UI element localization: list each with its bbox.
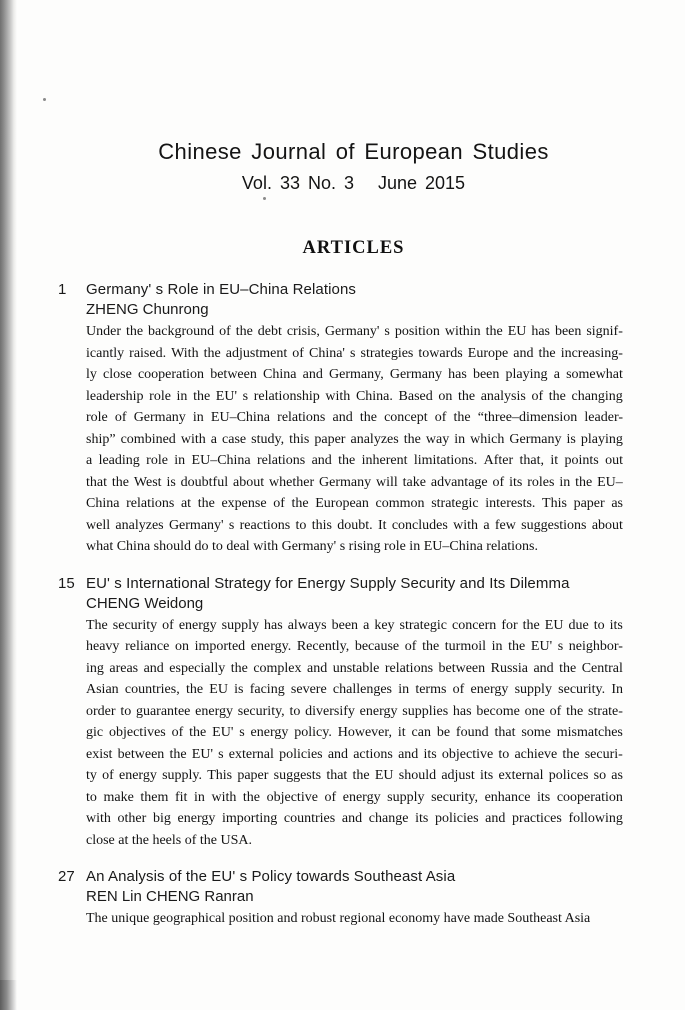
articles-list	[0, 280, 685, 930]
article-entry	[0, 280, 685, 558]
article-authors: REN Lin CHENG Ranran	[86, 888, 254, 905]
article-abstract: The security of energy supply has always been a key strategic concern for the EU due to its heavy reliance on imported energy. Recently, because of the turmoil in the EU' s neighbor- ing areas and especially the complex and unstable relations between Russia and the Central Asian countries, the EU is facing severe challenges in terms of energy supply security. In order to guarantee energy security, to diversify energy supplies has become one of the strate- gic objectives of the EU' s energy policy. However, it can be found that some mismatches exist between the EU' s external policies and actions and its objective to achieve the securi- ty of energy supply. This paper suggests that the EU should adjust its external polices so as to make them fit in with the objective of energy supply security, enhance its cooperation with other big energy importing countries and change its policies and practices following close at the heels of the USA.	[86, 617, 623, 848]
scan-edge-shadow-bottom	[0, 980, 17, 1010]
article-title: An Analysis of the EU' s Policy towards Southeast Asia	[86, 868, 456, 885]
article-page-number: 15	[58, 574, 75, 592]
article-abstract: The unique geographical position and robust regional economy have made Southeast Asia	[86, 911, 591, 926]
article-entry	[0, 867, 685, 930]
issue-line: Vol. 33 No. 3 June 2015	[241, 173, 466, 193]
article-title: Germany' s Role in EU–China Relations	[86, 281, 357, 298]
article-page-number: 27	[58, 868, 75, 885]
article-authors: ZHENG Chunrong	[86, 301, 209, 318]
journal-header	[0, 0, 685, 193]
article-entry	[0, 574, 685, 852]
article-page-number: 1	[58, 281, 67, 298]
article-abstract: Under the background of the debt crisis, Germany' s position within the EU has been signif- icantly raised. With the adjustment of China' s strategies towards Europe and the increasing- ly close cooperation between China and Germany, Germany has been playing a somewhat leadership role in the EU' s relationship with China. Based on the analysis of the changing role of Germany in EU–China relations and the concept of the “three–dimension leader- ship” combined with a case study, this paper analyzes the way in which Germany is playing a leading role in EU–China relations and the inherent limitations. After that, it points out that the West is doubtful about whether Germany will take advantage of its roles in the EU– China relations at the expense of the European common strategic interests. This paper as well analyzes Germany' s reactions to this doubt. It concludes with a few suggestions about what China should do to deal with Germany' s rising role in EU–China relations.	[86, 324, 623, 554]
journal-title: Chinese Journal of European Studies	[158, 139, 549, 164]
article-authors: CHENG Weidong	[86, 594, 204, 612]
article-title: EU' s International Strategy for Energy Supply Security and Its Dilemma	[86, 574, 570, 592]
section-heading-articles: ARTICLES	[302, 238, 405, 258]
